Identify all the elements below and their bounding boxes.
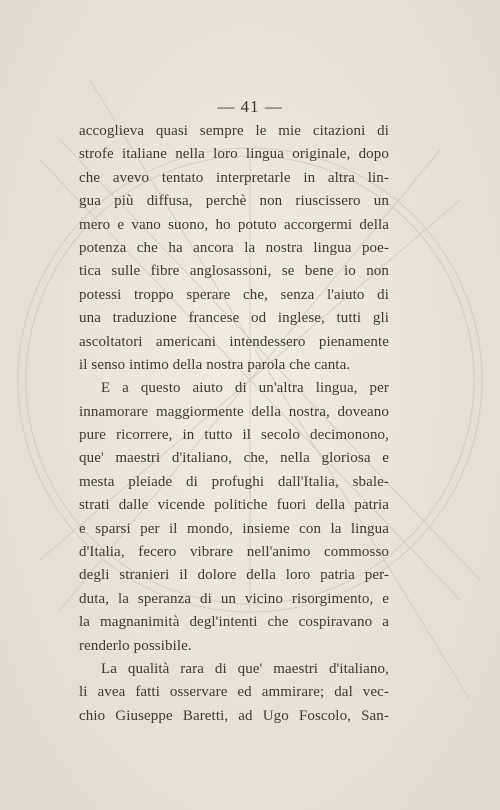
- text-line: tica sulle fibre anglosassoni, se bene io non: [79, 263, 389, 280]
- text-line: la magnanimità degl'intenti che cospiravano a: [79, 614, 389, 631]
- text-line: e sparsi per il mondo, insieme con la lingua: [79, 520, 389, 537]
- text-line: innamorare maggiormente della nostra, doveano: [79, 403, 389, 420]
- text-line: accoglieva quasi sempre le mie citazioni di: [79, 123, 389, 139]
- text-line: potessi troppo sperare che, senza l'aiuto di: [79, 286, 389, 303]
- text-line: chio Giuseppe Baretti, ad Ugo Foscolo, San-: [79, 707, 389, 724]
- text-line: li avea fatti osservare ed ammirare; dal vec-: [79, 684, 389, 701]
- text-line: gua più diffusa, perchè non riuscissero un: [79, 193, 389, 210]
- text-line: pure ricorrere, in tutto il secolo decimonono,: [79, 427, 389, 444]
- text-line: E a questo aiuto di un'altra lingua, per: [101, 380, 389, 397]
- text-line: strati dalle vicende politiche fuori della patria: [79, 497, 389, 514]
- body-text: [79, 120, 389, 728]
- text-line: duta, la speranza di un vicino risorgimento, e: [79, 590, 389, 607]
- text-line: que' maestri d'italiano, che, nella gloriosa e: [79, 450, 389, 467]
- text-line: il senso intimo della nostra parola che canta.: [79, 356, 351, 373]
- page-number: — 41 —: [217, 97, 283, 116]
- text-line: mesta pleiade di profughi dall'Italia, sbale-: [79, 473, 389, 490]
- text-line: una traduzione francese od inglese, tutti gli: [79, 310, 389, 327]
- text-line: renderlo possibile.: [79, 637, 192, 654]
- text-line: d'Italia, fecero vibrare nell'animo commosso: [79, 544, 389, 561]
- text-line: La qualità rara di que' maestri d'italiano,: [101, 660, 389, 677]
- text-line: che avevo tentato interpretarle in altra lin-: [79, 169, 389, 186]
- text-line: potenza che ha ancora la nostra lingua poe-: [79, 239, 389, 256]
- text-line: ascoltatori americani intendessero pienamente: [79, 333, 389, 350]
- text-line: mero e vano suono, ho potuto accorgermi della: [79, 216, 389, 233]
- text-line: strofe italiane nella loro lingua originale, dopo: [79, 146, 389, 163]
- text-line: degli stranieri il dolore della loro patria per-: [79, 567, 389, 584]
